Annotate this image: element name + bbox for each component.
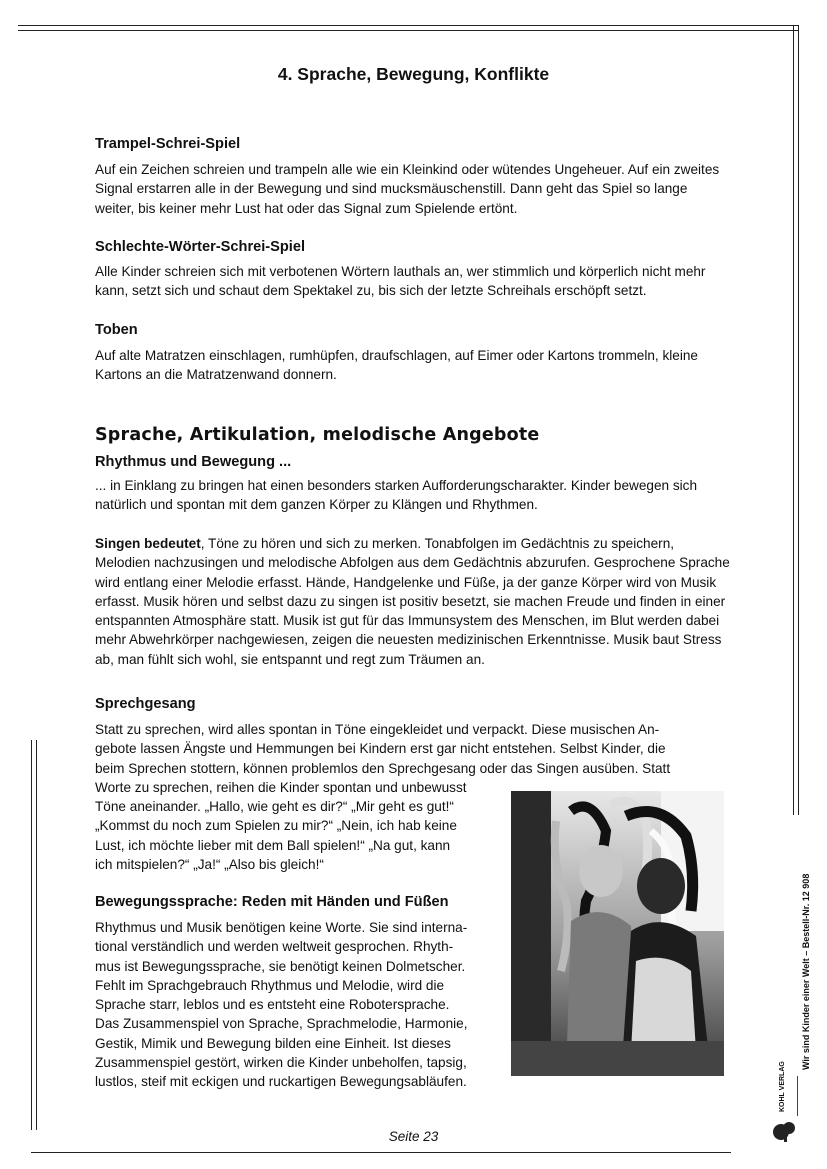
paragraph-schlechte-woerter-text: Alle Kinder schreien sich mit verbotenen Wörtern lauthals an, wer stimmlich und körperlich nicht mehr kann, setzt sich und schaut dem Spektakel zu, bis sich der letzte Schreihals erschöpft setzt. bbox=[95, 264, 706, 299]
paragraph-trampel bbox=[95, 160, 730, 218]
paragraph-trampel-text: Auf ein Zeichen schreien und trampeln alle wie ein Kleinkind oder wütendes Ungeheuer. Auf ein zweites Signal erstarren alle in der Bewegung und sind mucksmäuschenstill. Dann geht das Spiel so lange weiter, bis keiner mehr Lust hat oder das Signal zum Spielende ertönt. bbox=[95, 162, 720, 216]
text-line: „Kommst du noch zum Spielen zu mir?“ „Nein, ich hab keine bbox=[95, 818, 457, 834]
frame-left-line-inner bbox=[36, 740, 37, 1130]
heading-sprechgesang: Sprechgesang bbox=[95, 696, 196, 712]
text-line: Lust, ich möchte lieber mit dem Ball spielen!“ „Na gut, kann bbox=[95, 837, 451, 853]
singen-bold: Singen bedeutet bbox=[95, 536, 201, 551]
text-line: Rhythmus und Musik benötigen keine Worte. Sie sind interna- bbox=[95, 920, 468, 935]
frame-right-line-inner bbox=[798, 25, 799, 815]
page-number: Seite 23 bbox=[388, 1129, 439, 1144]
page-title: 4. Sprache, Bewegung, Konflikte bbox=[277, 64, 550, 84]
text-line: Das Zusammenspiel von Sprache, Sprachmelodie, Harmonie, bbox=[95, 1016, 468, 1032]
heading-bewegungssprache: Bewegungssprache: Reden mit Händen und Füßen bbox=[95, 894, 449, 910]
frame-top-line-inner bbox=[18, 30, 798, 31]
text-line: Töne aneinander. „Hallo, wie geht es dir?“ „Mir geht es gut!“ bbox=[95, 799, 454, 815]
heading-trampel: Trampel-Schrei-Spiel bbox=[95, 136, 241, 152]
text-line: mus ist Bewegungssprache, sie benötigt keinen Dolmetscher. bbox=[95, 958, 466, 974]
text-line: Zusammenspiel gestört, wirken die Kinder unbeholfen, tapsig, bbox=[95, 1055, 467, 1071]
text-line: Gestik, Mimik und Bewegung bilden eine Einheit. Ist dieses bbox=[95, 1035, 451, 1051]
paragraph-rhythmus-text: ... in Einklang zu bringen hat einen besonders starken Aufforderungscharakter. Kinder bewegen sich natürlich und spontan mit dem ganzen Körper zu Klängen und Rhythmen. bbox=[95, 478, 698, 513]
section-title: Sprache, Artikulation, melodische Angebote bbox=[95, 425, 540, 445]
paragraph-rhythmus bbox=[95, 476, 730, 515]
children-dancing-photo bbox=[511, 791, 724, 1076]
text-line: Fehlt im Sprachgebrauch Rhythmus und Melodie, wird die bbox=[95, 977, 445, 993]
frame-right-line bbox=[793, 25, 794, 815]
photo-graphic bbox=[511, 791, 724, 1076]
heading-toben: Toben bbox=[95, 322, 138, 338]
singen-text: , Töne zu hören und sich zu merken. Tonabfolgen im Gedächtnis zu speichern, Melodien nachzusingen und melodische Abfolgen aus dem Gedächtnis abzurufen. Gesprochene Sprache wird entlang einer Melodie erfasst. Hände, Handgelenke und Füße, ja der ganze Körper wird von Musik erfasst. Musik hören und selbst dazu zu singen ist positiv besetzt, sie machen Freude und finden in einer entspannten Atmosphäre statt. Musik ist gut für das Immunsystem des Menschen, im Blut werden dabei mehr Abwehrkörper nachgewiesen, zeigen die neuesten medizinischen Erkenntnisse. Musik baut Stress ab, man fühlt sich wohl, sie entspannt und regt zum Träumen an. bbox=[95, 536, 730, 667]
frame-bottom-line bbox=[31, 1152, 731, 1153]
publisher-logo-text: KOHL VERLAG bbox=[779, 1061, 786, 1112]
text-line: ich mitspielen?“ „Ja!“ „Also bis gleich!“ bbox=[95, 857, 324, 873]
heading-rhythmus: Rhythmus und Bewegung ... bbox=[95, 454, 292, 470]
paragraph-singen bbox=[95, 534, 730, 669]
text-line: tional verständlich und werden weltweit gesprochen. Rhyth- bbox=[95, 939, 454, 955]
paragraph-toben-text: Auf alte Matratzen einschlagen, rumhüpfen, draufschlagen, auf Eimer oder Kartons trommeln, kleine Kartons an die Matratzenwand donnern. bbox=[95, 348, 698, 383]
text-line: lustlos, steif mit eckigen und ruckartigen Bewegungsabläufen. bbox=[95, 1074, 467, 1090]
text-line: Statt zu sprechen, wird alles spontan in Töne eingekleidet und verpackt. Diese musischen An- bbox=[95, 722, 660, 737]
frame-top-line bbox=[18, 25, 798, 26]
frame-left-line bbox=[31, 740, 32, 1130]
text-line: Sprache starr, leblos und es entsteht eine Robotersprache. bbox=[95, 997, 450, 1013]
text-line: beim Sprechen stottern, können problemlos den Sprechgesang oder das Singen ausüben. Statt bbox=[95, 760, 671, 776]
text-line: Worte zu sprechen, reihen die Kinder spontan und unbewusst bbox=[95, 779, 467, 795]
paragraph-toben bbox=[95, 346, 730, 385]
paragraph-schlechte-woerter bbox=[95, 262, 730, 301]
heading-schlechte-woerter: Schlechte-Wörter-Schrei-Spiel bbox=[95, 239, 306, 255]
text-line: gebote lassen Ängste und Hemmungen bei Kindern erst gar nicht entstehen. Selbst Kinder, die bbox=[95, 741, 666, 757]
side-publication-text: Wir sind Kinder einer Welt – Bestell-Nr. 12 908 bbox=[801, 873, 811, 1070]
